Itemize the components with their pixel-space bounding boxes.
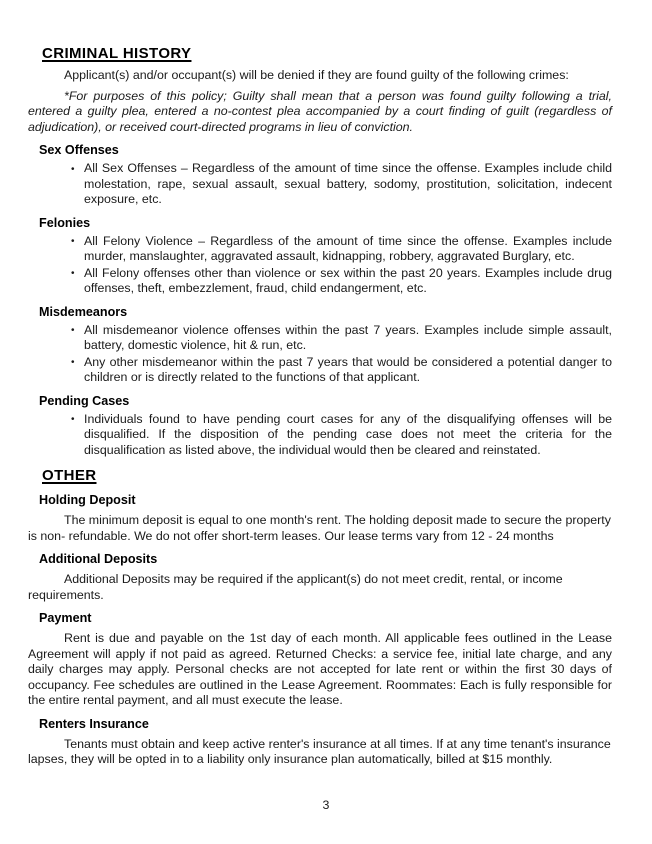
payment-paragraph: Rent is due and payable on the 1st day of each month. All applicable fees outlined in the Lease Agreement will apply if not paid as agreed. Returned Checks: a service fee, initial late charge, and any daily charges may apply. Personal checks are not accepted for late rent or within the first 30 days of occupancy. Fee schedules are outlined in the Lease Agreement. Roommates: Each is fully responsible for the entire rental payment, and all must execute the lease. [28,631,612,707]
misdemeanors-list [0,323,612,386]
subheading-holding-deposit: Holding Deposit [39,493,136,507]
felonies-list [0,234,612,297]
list-item-sex-offenses-1: • All Sex Offenses – Regardless of the amount of time since the offense. Examples include child molestation, rape, sexual assault, sexual battery, sodomy, prostitution, solicitation, indecent exposure, etc. [84,161,612,208]
subheading-renters-insurance: Renters Insurance [39,716,149,731]
renters-insurance-paragraph: Tenants must obtain and keep active renter's insurance at all times. If at any time tenant's insurance lapses, they will be opted in to a liability only insurance plan automatically, billed at $15 monthly. [28,736,611,766]
subheading-pending-cases: Pending Cases [39,393,130,408]
additional-deposits-paragraph: Additional Deposits may be required if the applicant(s) do not meet credit, rental, or income requirements. [28,572,563,602]
criminal-history-heading: CRIMINAL HISTORY [42,45,192,62]
sex-offenses-list [0,161,612,208]
list-item-felonies-2: • All Felony offenses other than violence or sex within the past 20 years. Examples include drug offenses, theft, embezzlement, fraud, child endangerment, etc. [84,266,612,297]
subheading-felonies: Felonies [39,215,91,230]
guilty-definition-note: *For purposes of this policy; Guilty shall mean that a person was found guilty following a trial, entered a guilty plea, entered a no-contest plea accompanied by a court finding of guilt (regardless of adjudication), or received court-directed programs in lieu of conviction. [28,88,612,134]
subheading-additional-deposits: Additional Deposits [39,552,158,566]
pending-cases-list [0,412,612,459]
list-item-pending-cases-1: • Individuals found to have pending court cases for any of the disqualifying offenses will be disqualified. If the disposition of the pending case does not meet the criteria for the disqualification as listed above, the individual would then be cleared and reinstated. [84,412,612,459]
other-heading: OTHER [42,467,97,484]
holding-deposit-paragraph: The minimum deposit is equal to one month's rent. The holding deposit made to secure the property is non- refundable. We do not offer short-term leases. Our lease terms vary from 12 - 24 months [28,513,611,543]
criminal-history-intro: Applicant(s) and/or occupant(s) will be denied if they are found guilty of the following crimes: [64,68,569,82]
list-item-misdemeanors-2: • Any other misdemeanor within the past 7 years that would be considered a potential danger to children or is directly related to the functions of that applicant. [84,355,612,386]
subheading-misdemeanors: Misdemeanors [39,304,128,319]
list-item-misdemeanors-1: • All misdemeanor violence offenses within the past 7 years. Examples include simple assault, battery, domestic violence, hit & run, etc. [84,323,612,354]
section-criminal-history [0,44,652,458]
page-number: 3 [322,797,330,812]
section-other [0,466,652,768]
list-item-felonies-1: • All Felony Violence – Regardless of the amount of time since the offense. Examples include murder, manslaughter, aggravated assault, kidnapping, robbery, aggravated Burglary, etc. [84,234,612,265]
subheading-sex-offenses: Sex Offenses [39,143,119,157]
subheading-payment: Payment [39,611,92,625]
